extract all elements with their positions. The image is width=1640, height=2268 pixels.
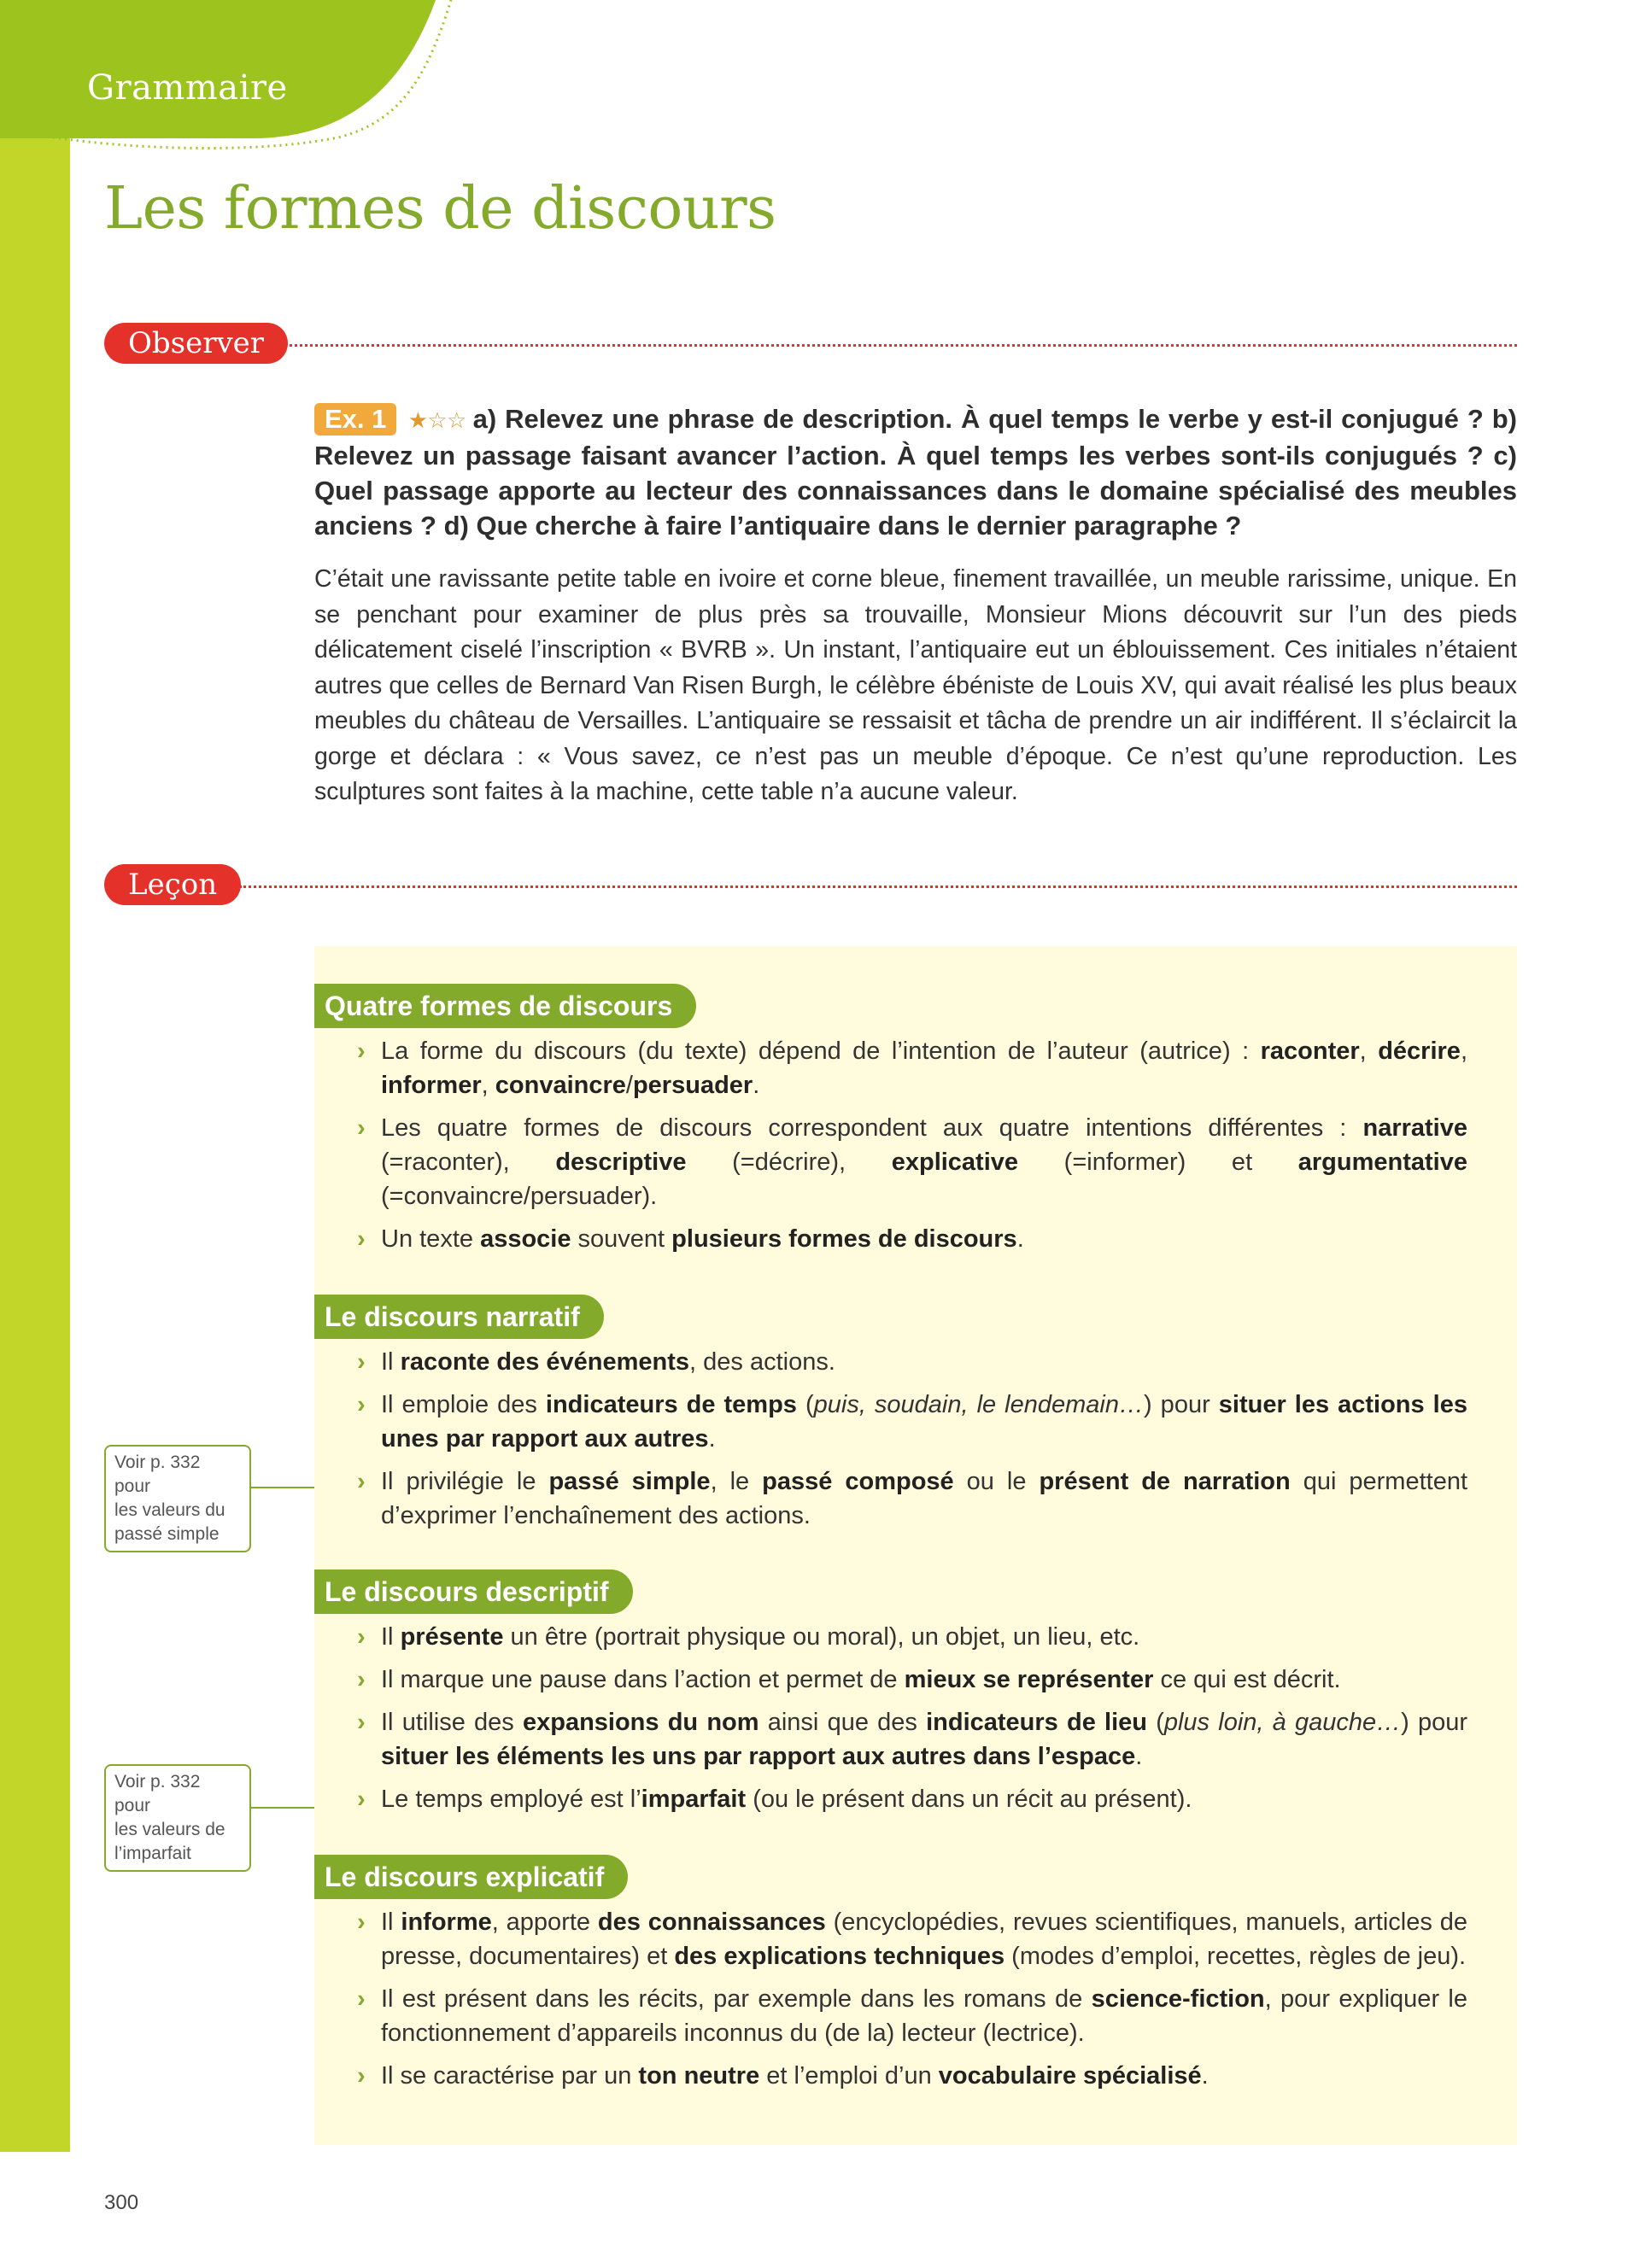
chevron-right-icon: › <box>357 1709 366 1736</box>
list-item: › La forme du discours (du texte) dépend de l’intention de l’auteur (autrice) : raconter, décrire, informer, convaincre/persuader. <box>357 1034 1467 1102</box>
lesson-section-label: Leçon <box>104 864 241 905</box>
note-connector <box>251 1487 314 1488</box>
list-descriptif <box>357 1620 1467 1825</box>
list-item: › Il se caractérise par un ton neutre et l’emploi d’un vocabulaire spécialisé. <box>357 2059 1467 2093</box>
chevron-right-icon: › <box>357 1786 366 1813</box>
exercise-question <box>314 401 1517 543</box>
list-item: › Il utilise des expansions du nom ainsi que des indicateurs de lieu (plus loin, à gauche…) pour situer les éléments les uns par rapport aux autres dans l’espace. <box>357 1705 1467 1774</box>
chevron-right-icon: › <box>357 1623 366 1651</box>
list-item: › Il informe, apporte des connaissances (encyclopédies, revues scientifiques, manuels, articles de presse, documentaires) et des explications techniques (modes d’emploi, recettes, règles de jeu). <box>357 1905 1467 1973</box>
exercise-text: C’était une ravissante petite table en ivoire et corne bleue, finement travaillée, un meuble rarissime, unique. En se penchant pour examiner de plus près sa trouvaille, Monsieur Mions découvrit sur l’un des pieds délicatement ciselé l’inscription « BVRB ». Un instant, l’antiquaire eut un éblouissement. Ces initiales n’étaient autres que celles de Bernard Van Risen Burgh, le célèbre ébéniste de Louis XV, qui avait réalisé les plus beaux meubles du château de Versailles. L’antiquaire se ressaisit et tâcha de prendre un air indifférent. Il s’éclaircit la gorge et déclara : « Vous savez, ce n’est pas un meuble d’époque. Ce n’est qu’une reproduction. Les sculptures sont faites à la machine, cette table n’a aucune valeur. <box>314 565 1517 805</box>
list-item: › Il emploie des indicateurs de temps (puis, soudain, le lendemain…) pour situer les actions les unes par rapport aux autres. <box>357 1388 1467 1456</box>
list-quatre-formes <box>357 1034 1467 1265</box>
chapter-tab <box>0 0 530 154</box>
list-item: › Il marque une pause dans l’action et permet de mieux se représenter ce qui est décrit. <box>357 1663 1467 1697</box>
side-note-passe-simple: Voir p. 332 pour les valeurs du passé simple <box>104 1445 251 1552</box>
observe-section-label: Observer <box>104 323 288 364</box>
lesson-divider <box>239 886 1517 888</box>
list-item: › Il est présent dans les récits, par exemple dans les romans de science-fiction, pour expliquer le fonctionnement d’appareils inconnus du (de la) lecteur (lectrice). <box>357 1982 1467 2050</box>
list-narratif <box>357 1345 1467 1541</box>
chevron-right-icon: › <box>357 1114 366 1142</box>
page-number: 300 <box>104 2191 139 2214</box>
heading-quatre-formes: Quatre formes de discours <box>314 984 696 1028</box>
heading-explicatif: Le discours explicatif <box>314 1855 628 1899</box>
chevron-right-icon: › <box>357 1391 366 1418</box>
chapter-label: Grammaire <box>87 68 288 108</box>
list-item: › Le temps employé est l’imparfait (ou le présent dans un récit au présent). <box>357 1782 1467 1816</box>
list-explicatif <box>357 1905 1467 2101</box>
chevron-right-icon: › <box>357 1225 366 1253</box>
chevron-right-icon: › <box>357 1666 366 1693</box>
chevron-right-icon: › <box>357 1909 366 1936</box>
list-item: › Il privilégie le passé simple, le passé composé ou le présent de narration qui permettent d’exprimer l’enchaînement des actions. <box>357 1464 1467 1533</box>
chevron-right-icon: › <box>357 1348 366 1376</box>
difficulty-stars-icon: ★☆☆ <box>407 407 466 433</box>
heading-descriptif: Le discours descriptif <box>314 1569 633 1614</box>
heading-narratif: Le discours narratif <box>314 1295 604 1339</box>
left-margin-bar <box>0 0 70 2152</box>
exercise-block <box>314 401 1517 810</box>
chevron-right-icon: › <box>357 1468 366 1495</box>
observe-divider <box>284 344 1517 347</box>
list-item: › Un texte associe souvent plusieurs formes de discours. <box>357 1222 1467 1256</box>
exercise-badge: Ex. 1 <box>314 403 396 435</box>
page-title: Les formes de discours <box>104 175 776 243</box>
side-note-imparfait: Voir p. 332 pour les valeurs de l’imparfait <box>104 1764 251 1872</box>
chevron-right-icon: › <box>357 1038 366 1065</box>
chevron-right-icon: › <box>357 1985 366 2013</box>
list-item: › Les quatre formes de discours correspondent aux quatre intentions différentes : narrative (=raconter), descriptive (=décrire), explicative (=informer) et argumentative (=convaincre/persuader). <box>357 1111 1467 1213</box>
list-item: › Il présente un être (portrait physique ou moral), un objet, un lieu, etc. <box>357 1620 1467 1654</box>
chevron-right-icon: › <box>357 2062 366 2090</box>
list-item: › Il raconte des événements, des actions. <box>357 1345 1467 1379</box>
note-connector <box>251 1807 314 1809</box>
exercise-question-text: a) Relevez une phrase de description. À quel temps le verbe y est-il conjugué ? b) Relevez un passage faisant avancer l’action. À quel temps les verbes sont-ils conjugués ? c) Quel passage apporte au lecteur des connaissances dans le domaine spécialisé des meubles anciens ? d) Que cherche à faire l’antiquaire dans le dernier paragraphe ? <box>314 404 1517 541</box>
